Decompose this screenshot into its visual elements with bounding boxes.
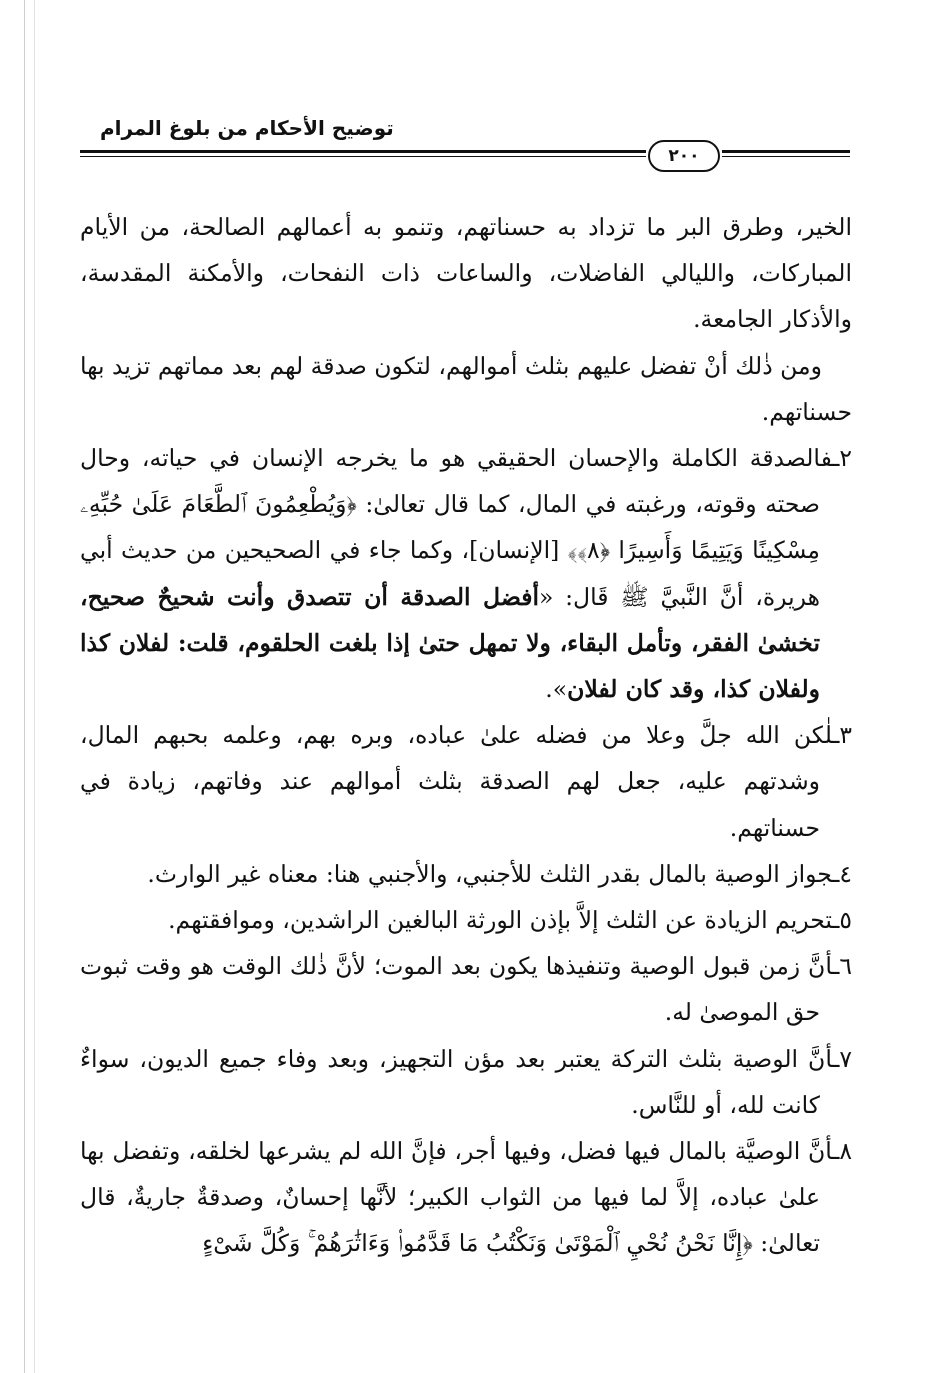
item-text: لٰكن الله جلَّ وعلا من فضله علىٰ عباده، وبره بهم، وعلمه بحبهم المال، وشدتهم عليه، جعل لهم الصدقة بثلث أموالهم عند وفاتهم، زيادة في حسناتهم. [80, 721, 833, 842]
item-number: ٥ـ [832, 906, 852, 935]
item-number: ٤ـ [832, 859, 852, 888]
item-number: ٢ـ [832, 444, 852, 473]
item-text-end: ». [545, 675, 568, 704]
list-item-5 [80, 897, 852, 943]
header-rule-left [80, 150, 646, 157]
item-text: أنَّ الوصيَّة بالمال فيها فضل، وفيها أجر، فإنَّ الله لم يشرعها لخلقه، وتفضل بها علىٰ عباده، إلاَّ لما فيها من الثواب الكبير؛ لأنَّها إحسانٌ، وصدقةٌ جاريةٌ، قال تعالىٰ: ﴿إِنَّا نَحْنُ نُحْيِ ٱلْمَوْتَىٰ وَنَكْتُبُ مَا قَدَّمُوا۟ وَءَاثَٰرَهُمْ ۚ وَكُلَّ شَىْءٍ [80, 1137, 833, 1258]
item-number: ٣ـ [832, 721, 852, 750]
list-item-3 [80, 712, 852, 851]
item-text: تحريم الزيادة عن الثلث إلاَّ بإذن الورثة البالغين الراشدين، وموافقتهم. [168, 906, 833, 935]
item-text: فالصدقة الكاملة والإحسان الحقيقي هو ما يخرجه الإنسان في حياته، وحال صحته وقوته، ورغبته في المال، كما قال تعالىٰ: ﴿وَيُطْعِمُونَ ٱلطَّعَامَ عَلَىٰ حُبِّهِۦ مِسْكِينًا وَيَتِيمًا وَأَسِيرًا ﴿٨﴾﴾ [الإنسان]، وكما جاء في الصحيحين من حديث أبي هريرة، أنَّ النَّبيَّ ﷺ قَال: « [80, 444, 833, 611]
item-number: ٧ـ [832, 1044, 852, 1073]
list-item-8 [80, 1128, 852, 1267]
page-margin-line-inner [34, 0, 35, 1373]
list-item-4 [80, 851, 852, 897]
list-item-6 [80, 943, 852, 1035]
item-text: أنَّ الوصية بثلث التركة يعتبر بعد مؤن التجهيز، وبعد وفاء جميع الديون، سواءٌ كانت لله، أو للنَّاس. [80, 1044, 833, 1119]
paragraph-continuation: الخير، وطرق البر ما تزداد به حسناتهم، وتنمو به أعمالهم الصالحة، من الأيام المباركات، والليالي الفاضلات، والساعات ذات النفحات، والأمكنة المقدسة، والأذكار الجامعة. [80, 213, 852, 334]
page-number: ٢٠٠ [648, 140, 720, 172]
item-text: أنَّ زمن قبول الوصية وتنفيذها يكون بعد الموت؛ لأنَّ ذٰلك الوقت هو وقت ثبوت حق الموصىٰ له. [80, 952, 833, 1027]
page-margin-line [24, 0, 25, 1373]
item-text: جواز الوصية بالمال بقدر الثلث للأجنبي، والأجنبي هنا: معناه غير الوارث. [147, 859, 833, 888]
hadith-quote: أفضل الصدقة أن تتصدق وأنت شحيحٌ صحيح، تخشىٰ الفقر، وتأمل البقاء، ولا تمهل حتىٰ إذا بلغت الحلقوم، قلت: لفلان كذا ولفلان كذا، وقد كان لفلان [80, 582, 820, 704]
page-body [80, 204, 852, 1267]
item-number: ٨ـ [832, 1137, 852, 1166]
list-item-7 [80, 1036, 852, 1128]
header-rule-right [722, 150, 850, 157]
item-number: ٦ـ [832, 952, 852, 981]
list-item-2 [80, 435, 852, 712]
running-head-title: توضيح الأحكام من بلوغ المرام [100, 116, 394, 140]
paragraph: ومن ذٰلك أنْ تفضل عليهم بثلث أموالهم، لتكون صدقة لهم بعد مماتهم تزيد بها حسناتهم. [80, 351, 852, 426]
